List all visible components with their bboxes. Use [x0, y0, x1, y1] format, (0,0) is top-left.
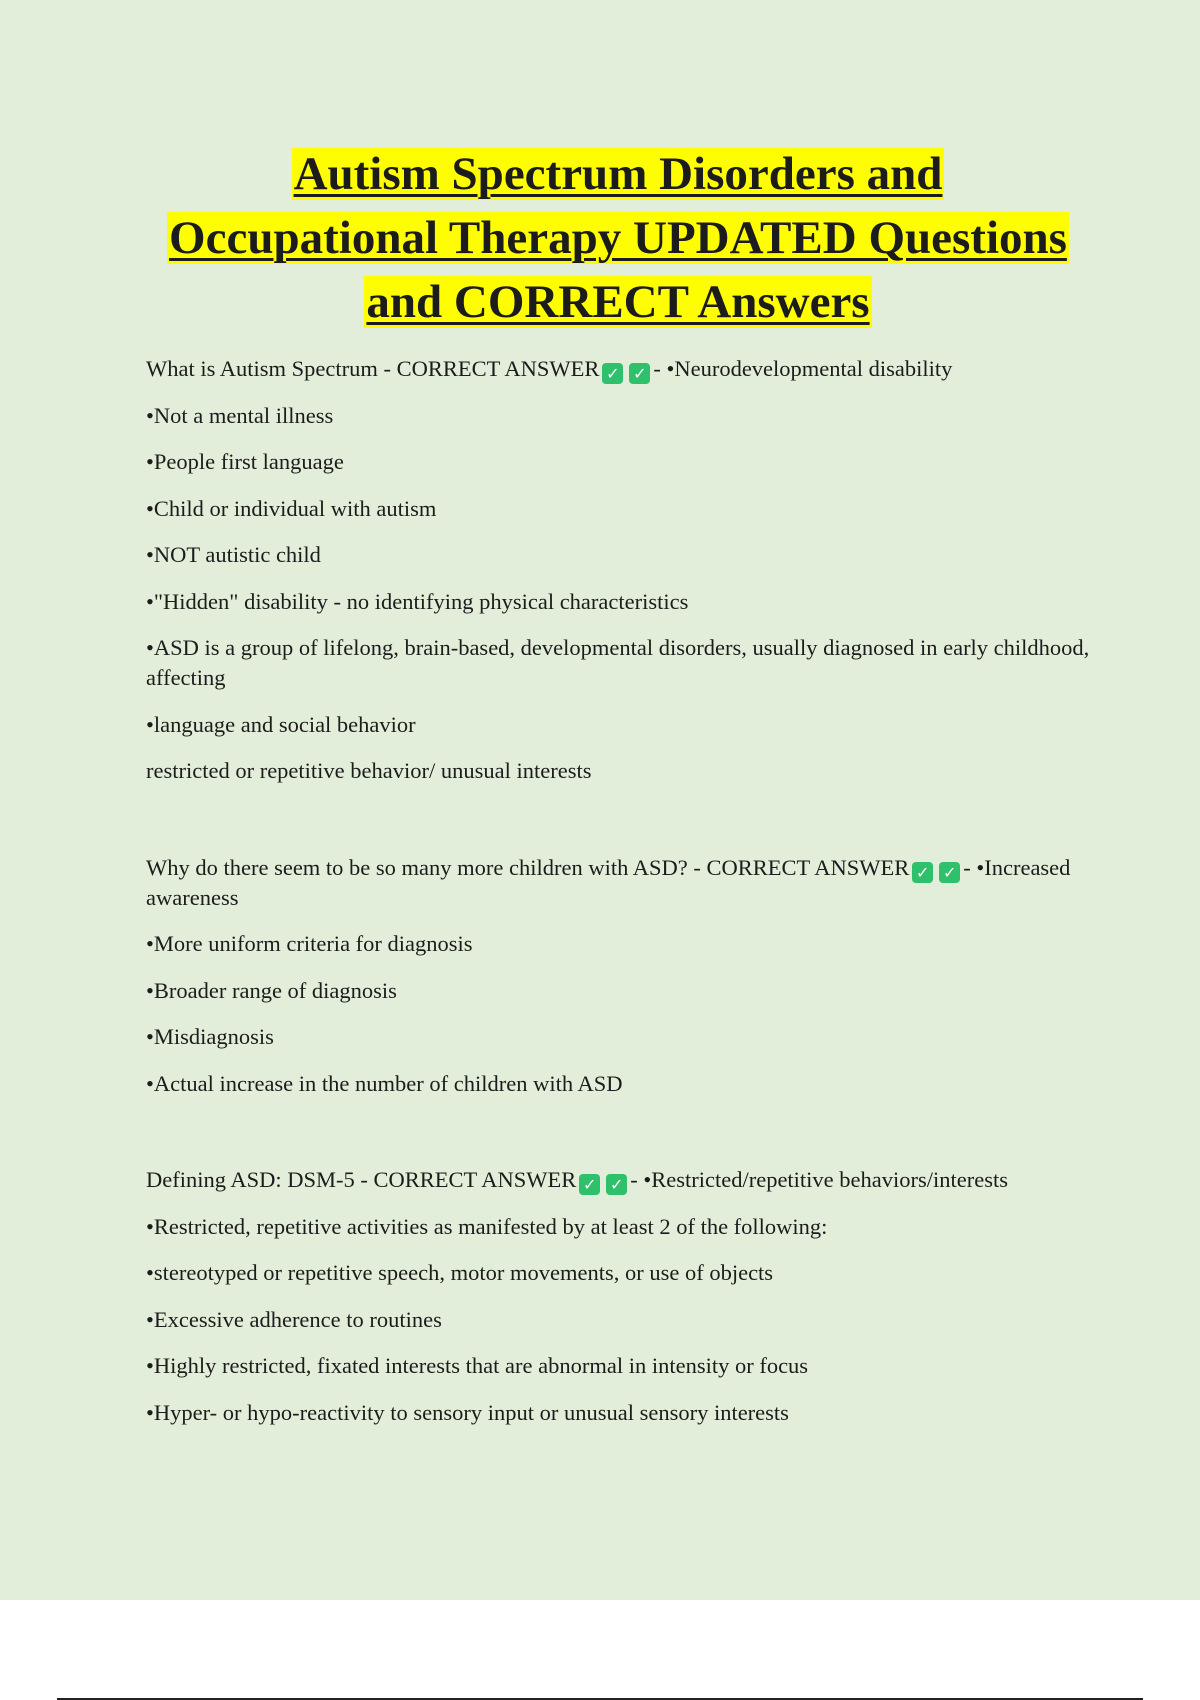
check-box-icon: ✓	[606, 1174, 627, 1195]
title-line: Occupational Therapy UPDATED Questions	[169, 212, 1067, 264]
section-gap	[146, 1115, 1096, 1165]
answer-line: •Actual increase in the number of children with ASD	[146, 1070, 623, 1096]
answer-line: •Highly restricted, fixated interests that are abnormal in intensity or focus	[146, 1353, 809, 1378]
answer-line: restricted or repetitive behavior/ unusual interests	[146, 758, 592, 783]
answer-line: •Not a mental illness	[146, 402, 334, 428]
answer-line: •People first language	[146, 449, 344, 474]
answer-line: •Child or individual with autism	[146, 495, 437, 521]
answer-line: •ASD is a group of lifelong, brain-based, developmental disorders, usually diagnosed in early childhood, affecting	[146, 635, 1090, 690]
check-box-icon: ✓	[602, 363, 623, 384]
question-3: Defining ASD: DSM-5 - CORRECT ANSWER ✓ ✓ - •Restricted/repetitive behaviors/interests	[146, 1167, 1009, 1194]
answer-line: •More uniform criteria for diagnosis	[146, 931, 473, 956]
check-box-icon: ✓	[939, 862, 960, 883]
document-title	[130, 142, 1106, 334]
qa-content	[146, 354, 1096, 1444]
title-line: and CORRECT Answers	[366, 276, 870, 328]
check-box-icon: ✓	[579, 1174, 600, 1195]
answer-line: •Hyper- or hypo-reactivity to sensory input or unusual sensory interests	[146, 1399, 789, 1425]
answer-line: •stereotyped or repetitive speech, motor movements, or use of objects	[146, 1260, 774, 1285]
check-box-icon: ✓	[912, 862, 933, 883]
question-2: Why do there seem to be so many more children with ASD? - CORRECT ANSWER ✓ ✓ - •Increased awareness	[146, 854, 1071, 910]
answer-line: •Misdiagnosis	[146, 1024, 274, 1049]
answer-line: •"Hidden" disability - no identifying physical characteristics	[146, 588, 689, 614]
question-1: What is Autism Spectrum - CORRECT ANSWER ✓ ✓ - •Neurodevelopmental disability	[146, 356, 953, 383]
title-line: Autism Spectrum Disorders and	[293, 148, 943, 200]
answer-line: •Restricted, repetitive activities as manifested by at least 2 of the following:	[146, 1213, 828, 1239]
section-gap	[146, 803, 1096, 853]
answer-line: •NOT autistic child	[146, 542, 321, 567]
check-box-icon: ✓	[629, 363, 650, 384]
answer-line: •Broader range of diagnosis	[146, 977, 397, 1003]
answer-line: •language and social behavior	[146, 711, 416, 737]
answer-line: •Excessive adherence to routines	[146, 1306, 442, 1332]
